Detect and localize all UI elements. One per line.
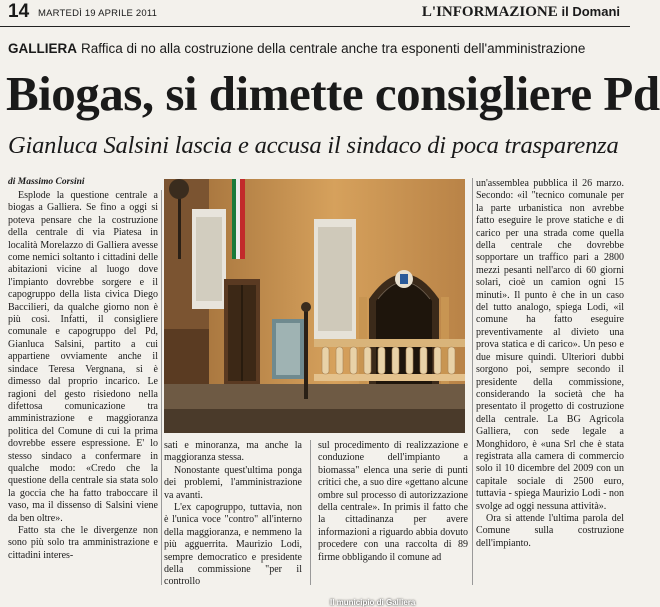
building-illustration-icon [164, 179, 465, 433]
photo-caption: Il municipio di Galliera [330, 598, 416, 607]
paragraph: Fatto sta che le divergenze non sono più solo tra amministrazione e cittadini interes- [8, 524, 158, 561]
masthead-suffix: il Domani [561, 4, 620, 19]
article-headline: Biogas, si dimette consigliere Pd [6, 66, 660, 121]
article-kicker [8, 41, 585, 56]
kicker-text: Raffica di no alla costruzione della centrale anche tra esponenti dell'amministrazione [81, 41, 586, 56]
text-column-4 [476, 178, 624, 550]
paragraph: un'assemblea pubblica il 26 marzo. Secondo: «il "tecnico comunale per la parte urbanistica non avrebbe fatto eseguire le prove statiche e di carico per una strada come quella della centrale che dovrebbe sopportare un traffico pari a 2800 mezzi pesanti nell'arco di 60 giorni solari, cioè un camion ogni 15 minuti». Il punto è che in un caso del tutto analogo, spiega Lodi, «il comune ha fatto eseguire preventivamente al divieto una prova statica e di carico». Un peso e due misure quindi. Ulteriori dubbi sorgono poi, sempre secondo il presidente della commissione, considerando la società che ha presentato il progetto di costruzione della centrale. La BG Agricola Galliera, con sede legale a Monghidoro, è «una Srl che è stata registrata alla camera di commercio solo il 10 dicembre del 2009 con un capitale sociale di 2500 euro, tuttavia - spiega Maurizio Lodi - non svolge ad oggi nessuna attività». [476, 178, 624, 512]
column-divider [310, 440, 311, 585]
column-divider [161, 190, 162, 585]
masthead [422, 4, 620, 21]
masthead-title: L'INFORMAZIONE [421, 4, 558, 20]
column-divider [472, 178, 473, 585]
article-byline: di Massimo Corsini [8, 177, 85, 187]
text-column-1 [8, 190, 158, 562]
paragraph: Nonostante quest'ultima ponga dei problemi, l'amministrazione va avanti. [164, 464, 302, 501]
page-number: 14 [8, 1, 30, 22]
paragraph: Ora si attende l'ultima parola del Comune sulla costruzione dell'impianto. [476, 512, 624, 549]
paragraph: Esplode la questione centrale a biogas a Galliera. Se fino a oggi si poteva pensare che la costruzione della centrale di via Piatesa in località Morelazzo di Galliera avesse come nemici soltanto i cittadini delle abitazioni vicine al luogo dove l'impianto dovrebbe sorgere e il capogruppo della lista civica Diego Baccilieri, da qualche giorno non è più così. Infatti, il consigliere comunale e capogruppo del Pd, Gianluca Salsini, partito a cui appartiene ovviamente anche il sindace Teresa Vergnana, si è dimesso dal proprio incarico. Le ragioni del gesto risiedono nella difettosa comunicazione tra amministrazione e maggioranza politica del Comune di cui la prima dovrebbe essere espressione. E' lo stesso sindaco a confermare in qualche modo: «Credo che la questione della centrale sia stata solo la goccia che ha fatto traboccare il vaso, ma il dissenso di Salsini viene da ben oltre». [8, 190, 158, 524]
text-column-2 [164, 440, 302, 589]
paragraph: sati e minoranza, ma anche la maggioranza stessa. [164, 440, 302, 464]
paragraph: L'ex capogruppo, tuttavia, non è l'unica voce "contro" all'interno della maggioranza, e nemmeno la più agguerrita. Maurizio Lodi, sempre democratico e presidente della commissione "per il controllo [164, 502, 302, 588]
text-column-3 [318, 440, 468, 564]
kicker-place: GALLIERA [8, 41, 77, 56]
issue-date: MARTEDÌ 19 APRILE 2011 [38, 8, 158, 19]
paragraph: sul procedimento di realizzazione e conduzione dell'impianto a biomassa" elenca una serie di punti critici che, a suo dire «gettano alcune ombre sul processo di autorizzazione della centrale». In primis il fatto che la cittadinanza per avere informazioni a riguardo abbia dovuto procedere con una raccolta di 89 firme obbligando il comune ad [318, 440, 468, 563]
article-subheadline: Gianluca Salsini lascia e accusa il sindaco di poca trasparenza [8, 132, 619, 159]
page-header [0, 0, 630, 27]
